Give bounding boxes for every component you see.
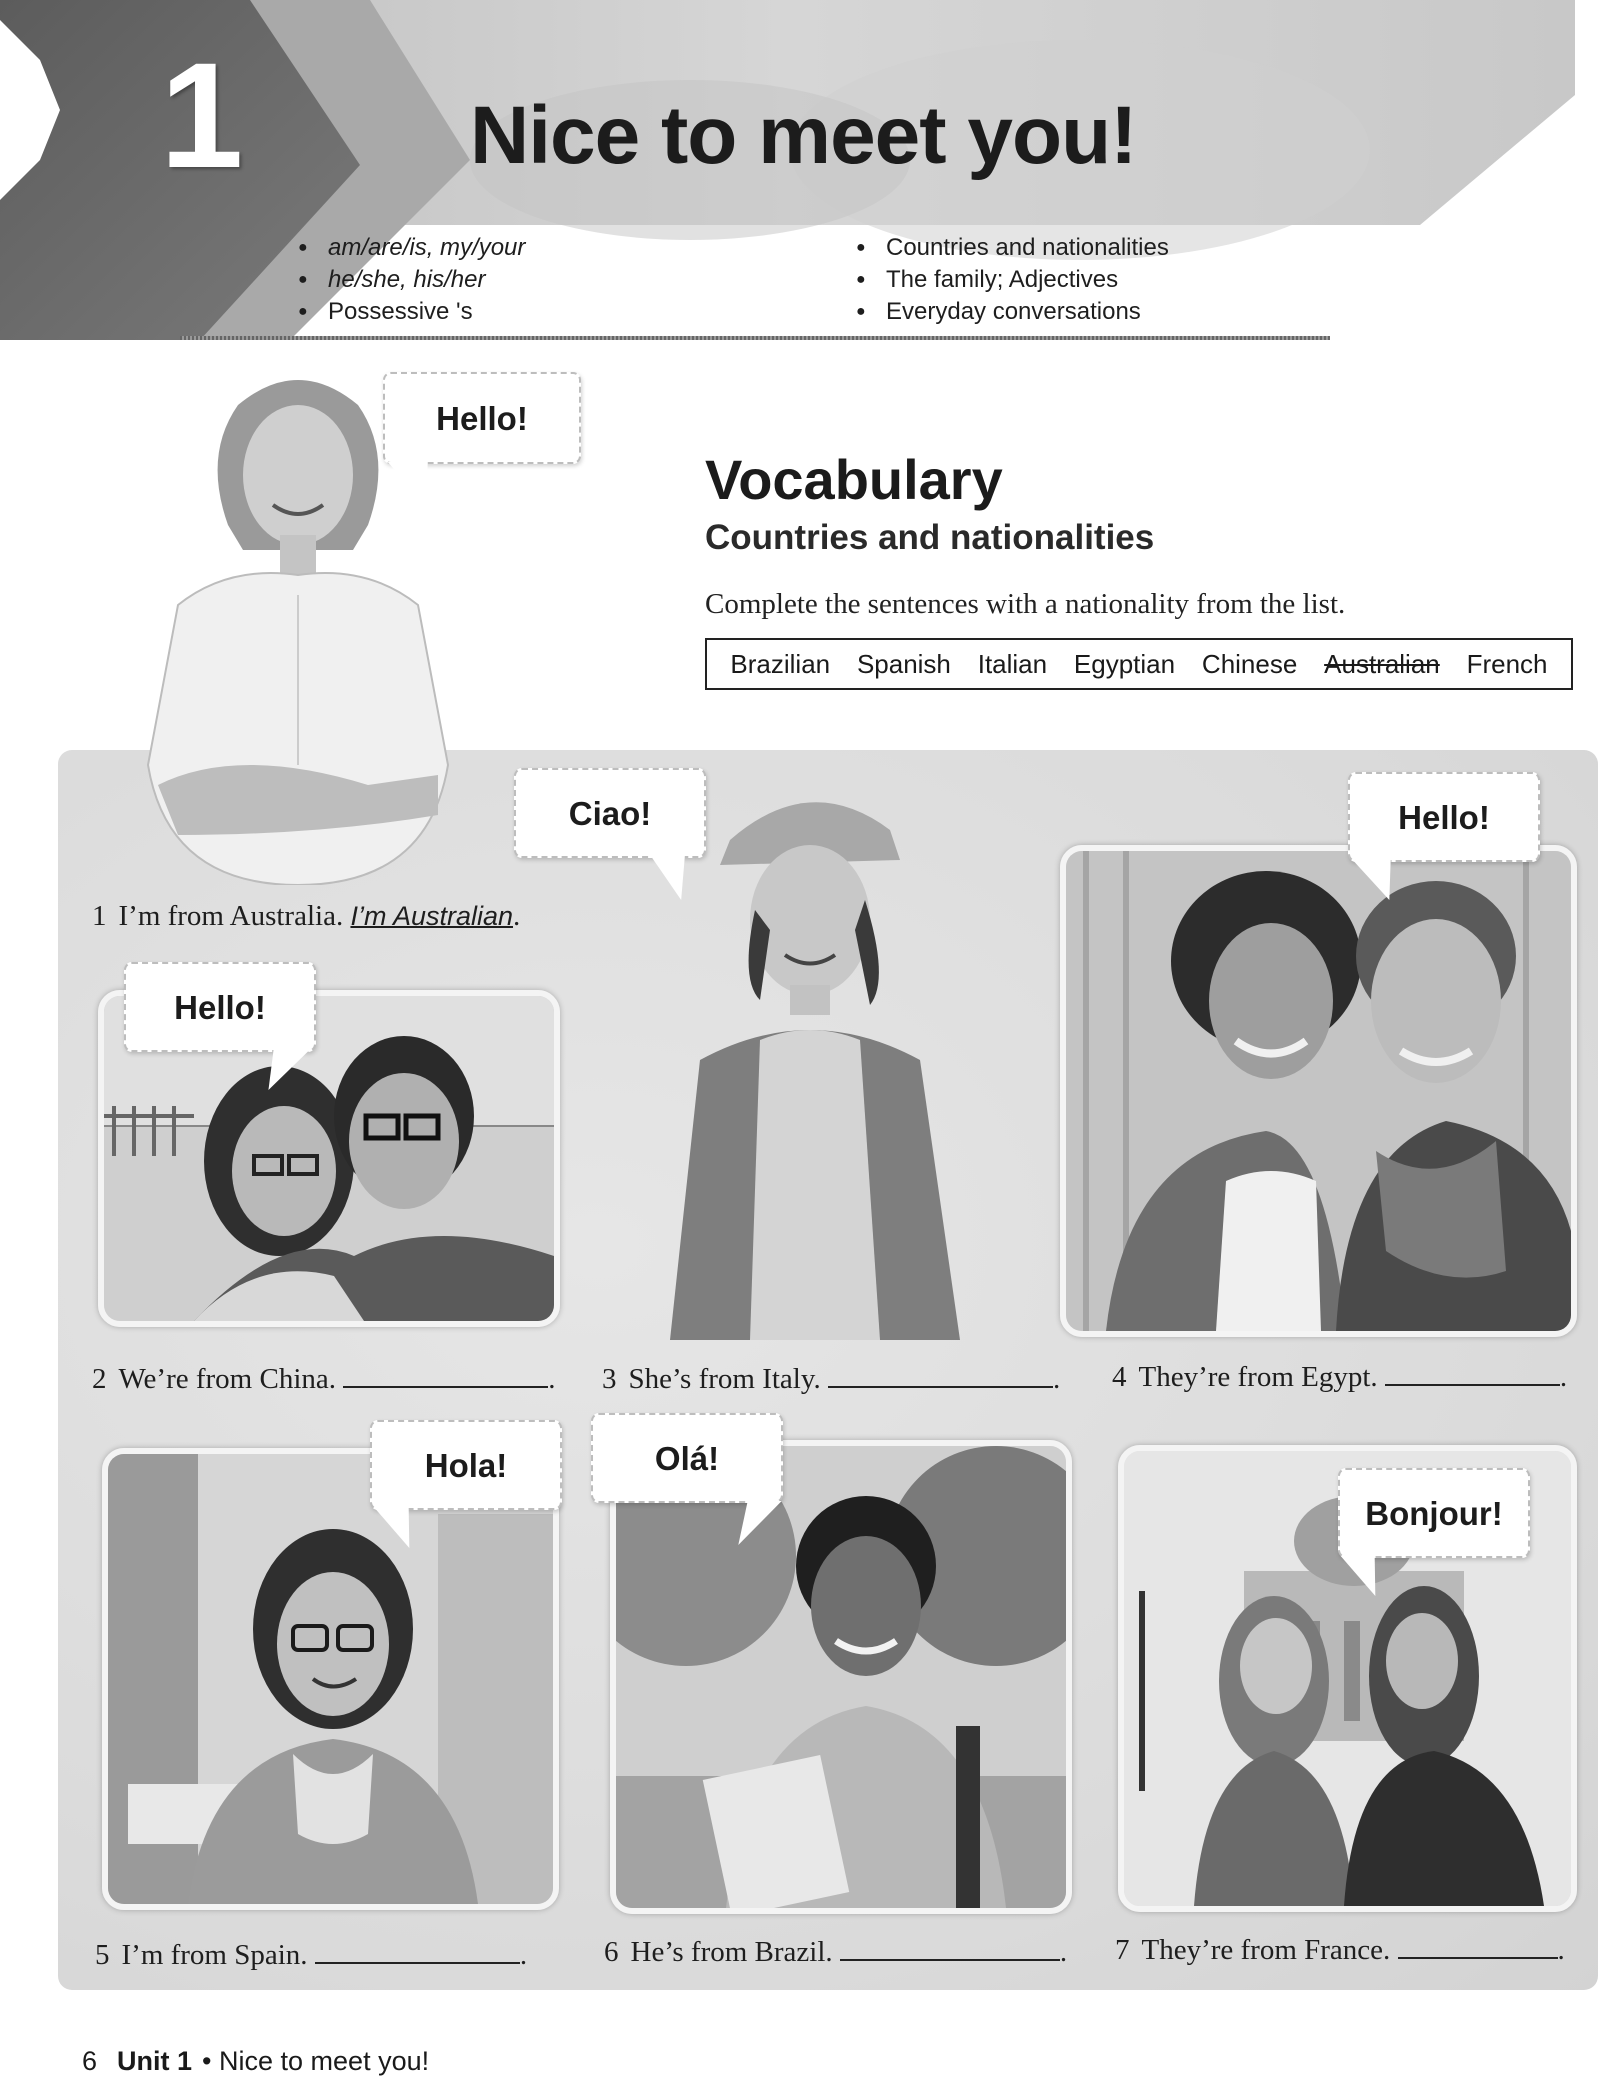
woman-spain-image — [108, 1454, 553, 1904]
photo-egypt — [1060, 845, 1577, 1337]
speech-bubble-6: Olá! — [591, 1413, 783, 1503]
exercise-text: I’m from Australia. — [118, 900, 344, 932]
exercise-1: 1 I’m from Australia. I’m Australian. — [92, 900, 521, 932]
exercise-number: 3 — [602, 1363, 617, 1395]
word-item: French — [1466, 648, 1548, 679]
exercise-6: 6 He’s from Brazil. . — [604, 1936, 1068, 1968]
exercise-3: 3 She’s from Italy. . — [602, 1363, 1061, 1395]
exercise-text: I’m from Spain. — [121, 1939, 308, 1971]
photo-brazil — [610, 1440, 1072, 1914]
word-list-box — [705, 638, 1573, 690]
speech-bubble-3: Ciao! — [514, 768, 706, 858]
answer-blank[interactable] — [828, 1362, 1053, 1388]
section-subtitle: Countries and nationalities — [705, 518, 1155, 557]
answer-blank[interactable] — [315, 1938, 520, 1964]
header-divider — [180, 336, 1330, 340]
exercise-number: 4 — [1112, 1361, 1127, 1393]
topic-item: ● The family; Adjectives — [856, 264, 1169, 296]
exercise-text: They’re from Egypt. — [1138, 1361, 1378, 1393]
unit-number: 1 — [160, 31, 244, 199]
answer-blank[interactable] — [1398, 1933, 1558, 1959]
speech-bubble-2: Hello! — [124, 962, 316, 1052]
footer-unit: Unit 1 — [117, 2046, 193, 2076]
word-item: Italian — [977, 648, 1048, 679]
footer-separator: • — [202, 2046, 212, 2076]
exercise-number: 5 — [95, 1939, 110, 1971]
topic-item: ● Possessive 's — [298, 296, 525, 328]
word-item-used: Australian — [1324, 648, 1440, 679]
girl-italy-image — [660, 780, 1020, 1340]
exercise-text: He’s from Brazil. — [630, 1936, 833, 1968]
section-title: Vocabulary — [705, 448, 1003, 511]
topics-right-list — [856, 232, 1169, 328]
footer-title: Nice to meet you! — [219, 2046, 430, 2076]
exercise-number: 6 — [604, 1936, 619, 1968]
answer-blank[interactable] — [1385, 1360, 1560, 1386]
topic-item: ● he/she, his/her — [298, 264, 525, 296]
example-answer: I’m Australian — [350, 901, 514, 931]
exercise-number: 7 — [1115, 1934, 1130, 1966]
speech-bubble-1: Hello! — [383, 372, 581, 464]
topics-left-list — [298, 232, 525, 328]
word-item: Spanish — [856, 648, 951, 679]
exercise-number: 2 — [92, 1363, 107, 1395]
speech-bubble-5: Hola! — [370, 1420, 562, 1510]
man-brazil-image — [616, 1446, 1066, 1908]
exercise-text: They’re from France. — [1141, 1934, 1391, 1966]
exercise-number: 1 — [92, 900, 107, 932]
photo-spain — [102, 1448, 559, 1910]
speech-bubble-4: Hello! — [1348, 772, 1540, 862]
men-egypt-image — [1066, 851, 1571, 1331]
word-item: Egyptian — [1073, 648, 1176, 679]
page-number: 6 — [82, 2046, 98, 2076]
exercise-7: 7 They’re from France. . — [1115, 1934, 1565, 1966]
photo-italy — [660, 780, 1020, 1345]
word-item: Brazilian — [730, 648, 831, 679]
speech-bubble-7: Bonjour! — [1338, 1468, 1530, 1558]
exercise-text: She’s from Italy. — [628, 1363, 821, 1395]
topic-item: ● am/are/is, my/your — [298, 232, 525, 264]
topic-item: ● Everyday conversations — [856, 296, 1169, 328]
answer-blank[interactable] — [840, 1935, 1060, 1961]
exercise-2: 2 We’re from China. . — [92, 1363, 556, 1395]
topic-item: ● Countries and nationalities — [856, 232, 1169, 264]
answer-blank[interactable] — [343, 1362, 548, 1388]
exercise-instruction: Complete the sentences with a nationality from the list. — [705, 588, 1346, 620]
exercise-text: We’re from China. — [118, 1363, 336, 1395]
unit-title: Nice to meet you! — [470, 90, 1137, 181]
page-footer — [82, 2046, 429, 2077]
exercise-4: 4 They’re from Egypt. . — [1112, 1361, 1568, 1393]
exercise-5: 5 I’m from Spain. . — [95, 1939, 528, 1971]
word-item: Chinese — [1201, 648, 1298, 679]
